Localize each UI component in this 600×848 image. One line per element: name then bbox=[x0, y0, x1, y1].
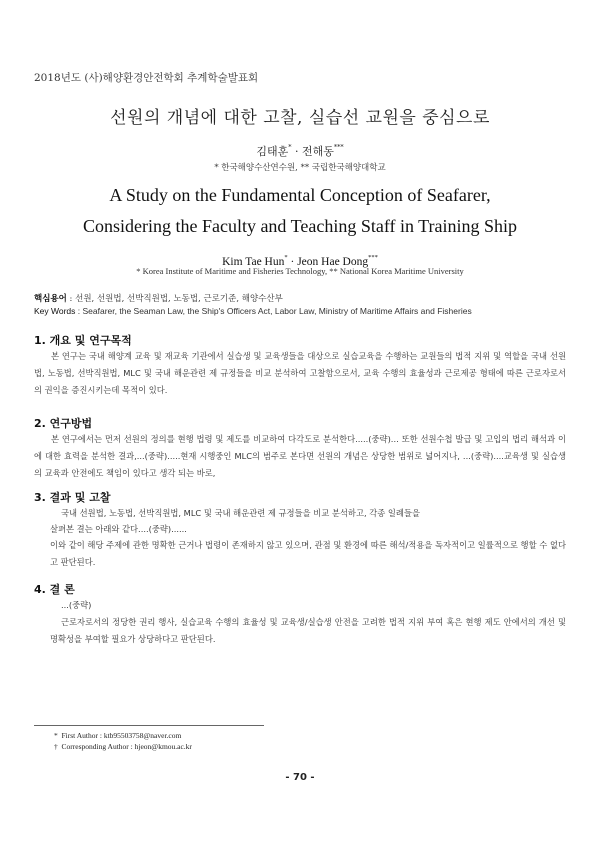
english-author-1-mark: * bbox=[284, 254, 288, 261]
section-4-paragraph-1: ...(중략) bbox=[61, 600, 92, 610]
section-3-paragraph-2: 살펴본 결는 아래와 같다....(중략)...... bbox=[50, 524, 187, 534]
section-heading-3: 3. 결과 및 고찰 bbox=[34, 491, 111, 504]
english-author-2: Jeon Hae Dong bbox=[297, 256, 369, 268]
footnote-corresponding-label: Corresponding Author : bbox=[61, 742, 135, 751]
page-number: - 70 - bbox=[285, 772, 315, 783]
korean-title: 선원의 개념에 대한 고찰, 실습선 교원을 중심으로 bbox=[110, 108, 490, 128]
english-author-1: Kim Tae Hun bbox=[222, 256, 285, 268]
footnote-corresponding-email: hjeon@kmou.ac.kr bbox=[134, 742, 192, 751]
korean-keywords bbox=[34, 292, 283, 304]
section-3-paragraph-3: 이와 같이 해당 주제에 관한 명확한 근거나 법령이 존재하지 않고 있으며, 관점 및 환경에 따른 해석/적용을 독자적이고 일률적으로 행할 수 없다고 판단된다. bbox=[50, 540, 566, 567]
english-title-line-2: Considering the Faculty and Teaching Staff in Training Ship bbox=[82, 216, 518, 236]
korean-author-1: 김태훈 bbox=[256, 145, 289, 158]
korean-authors bbox=[0, 143, 600, 159]
korean-keywords-text: : 선원, 선원법, 선박직원법, 노동법, 근로기준, 해양수산부 bbox=[66, 294, 283, 304]
english-title bbox=[0, 180, 600, 242]
korean-author-2-mark: *** bbox=[333, 143, 344, 151]
footnote-first-email: ktb9550375​8@naver.com bbox=[103, 731, 182, 740]
korean-author-1-mark: * bbox=[288, 143, 292, 151]
section-4-paragraph-2: 근로자로서의 정당한 권리 행사, 실습교육 수행의 효율성 및 교육생/실습생 안전을 고려한 법적 지위 부여 혹은 현행 제도 안에서의 개선 및 명확성을 부여할 필요가 상당하다고 판단된다. bbox=[50, 617, 566, 644]
section-heading-2: 2. 연구방법 bbox=[34, 417, 93, 430]
english-author-2-mark: *** bbox=[368, 254, 378, 261]
footnote-corresponding-author bbox=[54, 742, 192, 751]
english-title-line-1: A Study on the Fundamental Conception of Seafarer, bbox=[109, 185, 491, 205]
footnote-corresponding-mark: † bbox=[54, 742, 58, 751]
english-affiliation: * Korea Institute of Maritime and Fisheries Technology, ** National Korea Maritime University bbox=[136, 266, 464, 276]
english-keywords-label: Key Words bbox=[34, 306, 76, 316]
footnote-first-author bbox=[54, 731, 181, 740]
section-1-paragraph: 본 연구는 국내 해양계 교육 및 재교육 기관에서 실습생 및 교육생들을 대상으로 실습교육을 수행하는 교원들의 법적 지위 및 역할을 국내 선원법, 노동법, 선박직원법, MLC 및 국내 해운관련 제 규정들을 비교 분석하여 고찰함으로서, 교육 수행의 효율성과 근로제공 형태에 따른 근로자로서의 권익을 증진시키는데 목적이 있다. bbox=[34, 351, 566, 395]
footnote-first-label: First Author : bbox=[61, 731, 104, 740]
footnote-divider bbox=[34, 725, 264, 726]
korean-author-2: 전해동 bbox=[302, 145, 334, 158]
english-keywords bbox=[34, 306, 472, 316]
section-3-paragraph-1: 국내 선원법, 노동법, 선박직원법, MLC 및 국내 해운관련 제 규정들을 비교 분석하고, 각종 일례들을 bbox=[61, 508, 420, 518]
section-heading-4: 4. 결 론 bbox=[34, 583, 75, 596]
footnote-first-mark: * bbox=[54, 731, 58, 740]
english-keywords-text: : Seafarer, the Seaman Law, the Ship's Officers Act, Labor Law, Ministry of Maritime Affairs and Fisheries bbox=[75, 306, 472, 316]
conference-header: 2018년도 (사)해양환경안전학회 추계학술발표회 bbox=[34, 72, 259, 84]
section-2-paragraph: 본 연구에서는 먼저 선원의 정의를 현행 법령 및 제도를 비교하여 다각도로 분석한다.....(중략)... 또한 선원수첩 발급 및 고입의 법리 해석과 이에 대한 효력을 분석한 결과,...(중략).....현재 시행중인 MLC의 범주로 본다면 선원의 개념은 상당한 범위로 넓어지나, ...(중략)....교육생 및 실습생의 교육과 안전에도 책임이 있다고 생각 되는 바로, bbox=[34, 434, 566, 478]
author-separator: · bbox=[291, 145, 302, 158]
author-separator: · bbox=[287, 256, 298, 268]
section-heading-1: 1. 개요 및 연구목적 bbox=[34, 334, 132, 347]
korean-keywords-label: 핵심용어 bbox=[34, 294, 67, 304]
korean-affiliation: * 한국해양수산연수원, ** 국립한국해양대학교 bbox=[214, 163, 386, 173]
